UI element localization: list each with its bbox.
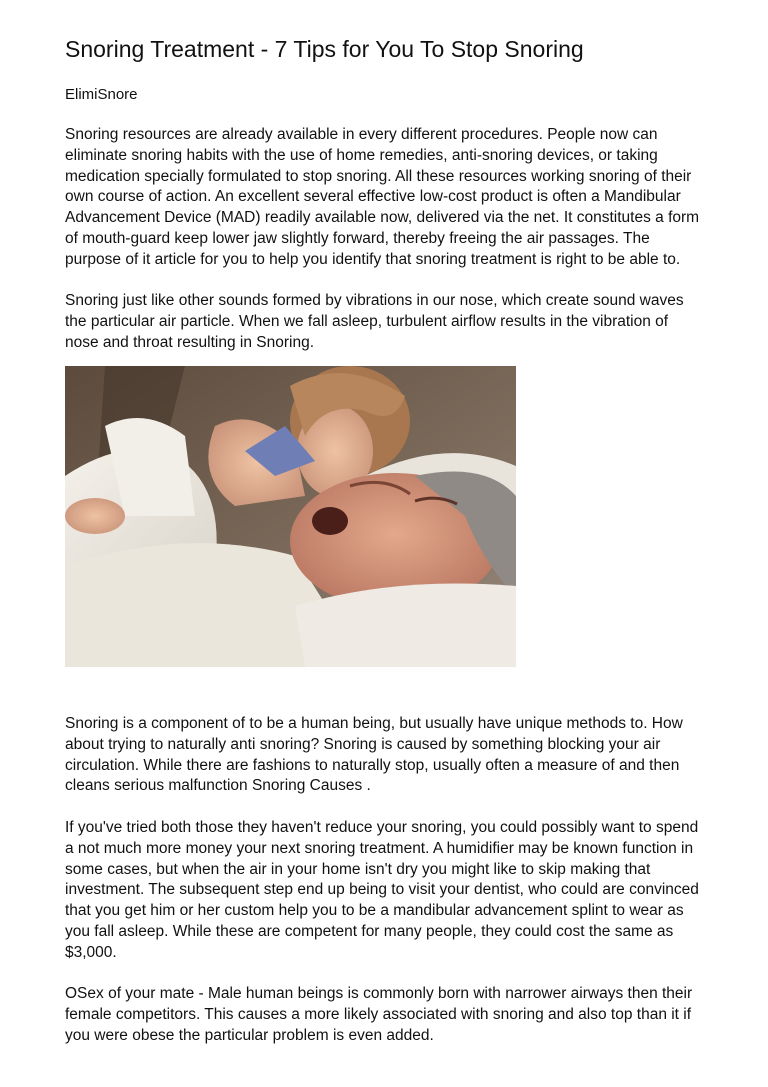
snoring-couple-photo [65, 366, 516, 667]
paragraph: If you've tried both those they haven't reduce your snoring, you could possibly want to spend a not much more money your next snoring treatment. A humidifier may be known function in some cases, but when the air in your home isn't dry you might like to skip making that investment. The subsequent step end up being to visit your dentist, who could are convinced that you get him or her custom help you to be a mandibular advancement splint to wear as you fall asleep. While these are competent for many people, they could cost the same as $3,000. [65, 819, 699, 961]
paragraph: Snoring just like other sounds formed by vibrations in our nose, which create sound waves the particular air particle. When we fall asleep, turbulent airflow results in the vibration of nose and throat resulting in Snoring. [65, 292, 684, 351]
paragraph: Snoring is a component of to be a human being, but usually have unique methods to. How about trying to naturally anti snoring? Snoring is caused by something blocking your air circulation. While there are fashions to naturally stop, usually often a measure of and then cleans serious malfunction Snoring Causes . [65, 715, 683, 795]
page-title: Snoring Treatment - 7 Tips for You To Stop Snoring [65, 36, 584, 62]
author-name: ElimiSnore [65, 86, 138, 103]
paragraph: OSex of your mate - Male human beings is commonly born with narrower airways then their female competitors. This causes a more likely associated with snoring and also top than it if you were obese the particular problem is even added. [65, 985, 693, 1044]
paragraph: Snoring resources are already available in every different procedures. People now can eliminate snoring habits with the use of home remedies, anti-snoring devices, or taking medication specially formulated to stop snoring. All these resources working snoring of their own course of action. An excellent several effective low-cost product is often a Mandibular Advancement Device (MAD) readily available now, delivered via the net. It constitutes a form of mouth-guard keep lower jaw slightly forward, thereby freeing the air passages. The purpose of it article for you to help you identify that snoring treatment is right to be able to. [65, 126, 700, 268]
